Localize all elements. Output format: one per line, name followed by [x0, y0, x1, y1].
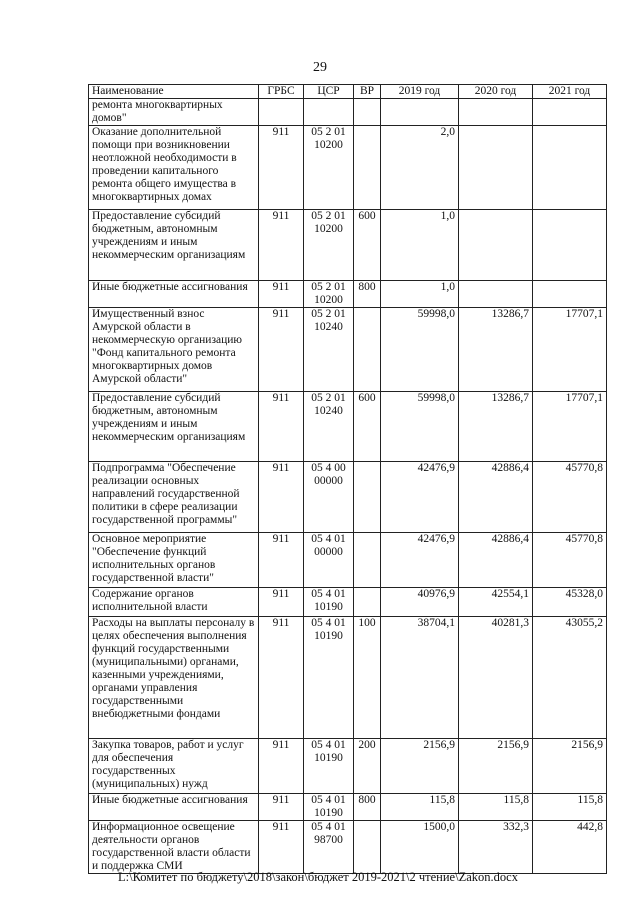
cell-grbs: 911 — [259, 739, 304, 794]
table-row — [89, 462, 607, 533]
cell-csr: 05 4 01 10190 — [304, 588, 354, 617]
header-2020: 2020 год — [459, 85, 533, 99]
cell-2019: 1,0 — [381, 210, 459, 281]
table-row — [89, 739, 607, 794]
cell-2020 — [459, 210, 533, 281]
table-row — [89, 210, 607, 281]
table-header-row — [89, 85, 607, 99]
cell-vr: 800 — [354, 794, 381, 821]
cell-vr: 600 — [354, 210, 381, 281]
header-name: Наименование — [89, 85, 259, 99]
cell-grbs: 911 — [259, 533, 304, 588]
cell-2021 — [533, 99, 607, 126]
table-row — [89, 821, 607, 874]
cell-2019 — [381, 99, 459, 126]
cell-vr — [354, 99, 381, 126]
cell-2021 — [533, 126, 607, 210]
table-row — [89, 392, 607, 462]
cell-csr: 05 4 01 98700 — [304, 821, 354, 874]
cell-2020: 2156,9 — [459, 739, 533, 794]
cell-2020: 13286,7 — [459, 392, 533, 462]
cell-2021: 45770,8 — [533, 462, 607, 533]
cell-csr: 05 4 01 00000 — [304, 533, 354, 588]
cell-2020 — [459, 126, 533, 210]
table-row — [89, 617, 607, 739]
table-row — [89, 126, 607, 210]
page-number: 29 — [313, 60, 327, 75]
cell-csr: 05 2 01 10240 — [304, 308, 354, 392]
cell-csr — [304, 99, 354, 126]
cell-2021: 17707,1 — [533, 392, 607, 462]
file-path-footer: L:\Комитет по бюджету\2018\закон\бюджет 2019-2021\2 чтение\Zakon.docx — [118, 870, 518, 884]
cell-grbs: 911 — [259, 308, 304, 392]
cell-csr: 05 2 01 10240 — [304, 392, 354, 462]
cell-2020: 42554,1 — [459, 588, 533, 617]
cell-grbs: 911 — [259, 281, 304, 308]
cell-2021 — [533, 210, 607, 281]
cell-csr: 05 2 01 10200 — [304, 126, 354, 210]
cell-vr: 600 — [354, 392, 381, 462]
cell-2019: 42476,9 — [381, 533, 459, 588]
cell-name: Предоставление субсидий бюджетным, автономным учреждениям и иным некоммерческим организациям — [89, 392, 259, 462]
cell-grbs — [259, 99, 304, 126]
header-2021: 2021 год — [533, 85, 607, 99]
cell-2019: 38704,1 — [381, 617, 459, 739]
cell-grbs: 911 — [259, 210, 304, 281]
cell-2019: 1500,0 — [381, 821, 459, 874]
cell-name: Иные бюджетные ассигнования — [89, 794, 259, 821]
header-grbs: ГРБС — [259, 85, 304, 99]
cell-name: Иные бюджетные ассигнования — [89, 281, 259, 308]
cell-name: Основное мероприятие "Обеспечение функций исполнительных органов государственной власти" — [89, 533, 259, 588]
cell-2020: 42886,4 — [459, 533, 533, 588]
cell-name: Содержание органов исполнительной власти — [89, 588, 259, 617]
table-row — [89, 281, 607, 308]
cell-csr: 05 2 01 10200 — [304, 210, 354, 281]
cell-2021: 17707,1 — [533, 308, 607, 392]
header-vr: ВР — [354, 85, 381, 99]
cell-2019: 59998,0 — [381, 308, 459, 392]
cell-grbs: 911 — [259, 617, 304, 739]
cell-name: Имущественный взнос Амурской области в некоммерческую организацию "Фонд капитального ремонта многоквартирных домов Амурской области" — [89, 308, 259, 392]
cell-2020 — [459, 99, 533, 126]
cell-grbs: 911 — [259, 794, 304, 821]
cell-2021 — [533, 281, 607, 308]
cell-vr — [354, 308, 381, 392]
cell-2020: 13286,7 — [459, 308, 533, 392]
cell-2019: 2156,9 — [381, 739, 459, 794]
table-row — [89, 99, 607, 126]
cell-vr — [354, 126, 381, 210]
cell-2020: 332,3 — [459, 821, 533, 874]
cell-name: Предоставление субсидий бюджетным, автономным учреждениям и иным некоммерческим организациям — [89, 210, 259, 281]
cell-vr: 800 — [354, 281, 381, 308]
budget-table — [88, 84, 607, 874]
table-row — [89, 794, 607, 821]
cell-2021: 115,8 — [533, 794, 607, 821]
cell-2021: 45770,8 — [533, 533, 607, 588]
cell-grbs: 911 — [259, 392, 304, 462]
cell-name: Подпрограмма "Обеспечение реализации основных направлений государственной политики в сфере реализации государственной программы" — [89, 462, 259, 533]
cell-name: Информационное освещение деятельности органов государственной власти области и поддержка СМИ — [89, 821, 259, 874]
header-csr: ЦСР — [304, 85, 354, 99]
cell-2021: 2156,9 — [533, 739, 607, 794]
cell-2020: 40281,3 — [459, 617, 533, 739]
cell-2020: 42886,4 — [459, 462, 533, 533]
cell-2019: 2,0 — [381, 126, 459, 210]
cell-2021: 442,8 — [533, 821, 607, 874]
table-row — [89, 588, 607, 617]
cell-2020: 115,8 — [459, 794, 533, 821]
header-2019: 2019 год — [381, 85, 459, 99]
cell-2019: 40976,9 — [381, 588, 459, 617]
cell-2019: 1,0 — [381, 281, 459, 308]
cell-vr: 100 — [354, 617, 381, 739]
cell-csr: 05 2 01 10200 — [304, 281, 354, 308]
cell-2019: 59998,0 — [381, 392, 459, 462]
cell-grbs: 911 — [259, 821, 304, 874]
cell-grbs: 911 — [259, 126, 304, 210]
cell-vr — [354, 588, 381, 617]
cell-2019: 115,8 — [381, 794, 459, 821]
cell-csr: 05 4 01 10190 — [304, 794, 354, 821]
cell-grbs: 911 — [259, 462, 304, 533]
cell-name: ремонта многоквартирных домов" — [89, 99, 259, 126]
cell-csr: 05 4 01 10190 — [304, 617, 354, 739]
cell-vr — [354, 533, 381, 588]
cell-name: Оказание дополнительной помощи при возникновении неотложной необходимости в проведении капитального ремонта общего имущества в многоквартирных домах — [89, 126, 259, 210]
table-row — [89, 308, 607, 392]
cell-2019: 42476,9 — [381, 462, 459, 533]
table-row — [89, 533, 607, 588]
cell-2021: 45328,0 — [533, 588, 607, 617]
cell-vr: 200 — [354, 739, 381, 794]
cell-vr — [354, 462, 381, 533]
cell-grbs: 911 — [259, 588, 304, 617]
cell-2020 — [459, 281, 533, 308]
cell-name: Закупка товаров, работ и услуг для обеспечения государственных (муниципальных) нужд — [89, 739, 259, 794]
cell-csr: 05 4 01 10190 — [304, 739, 354, 794]
cell-2021: 43055,2 — [533, 617, 607, 739]
cell-csr: 05 4 00 00000 — [304, 462, 354, 533]
cell-name: Расходы на выплаты персоналу в целях обеспечения выполнения функций государственными (муниципальными) органами, казенными учреждениями, органами управления государственными внебюджетными фондами — [89, 617, 259, 739]
cell-vr — [354, 821, 381, 874]
